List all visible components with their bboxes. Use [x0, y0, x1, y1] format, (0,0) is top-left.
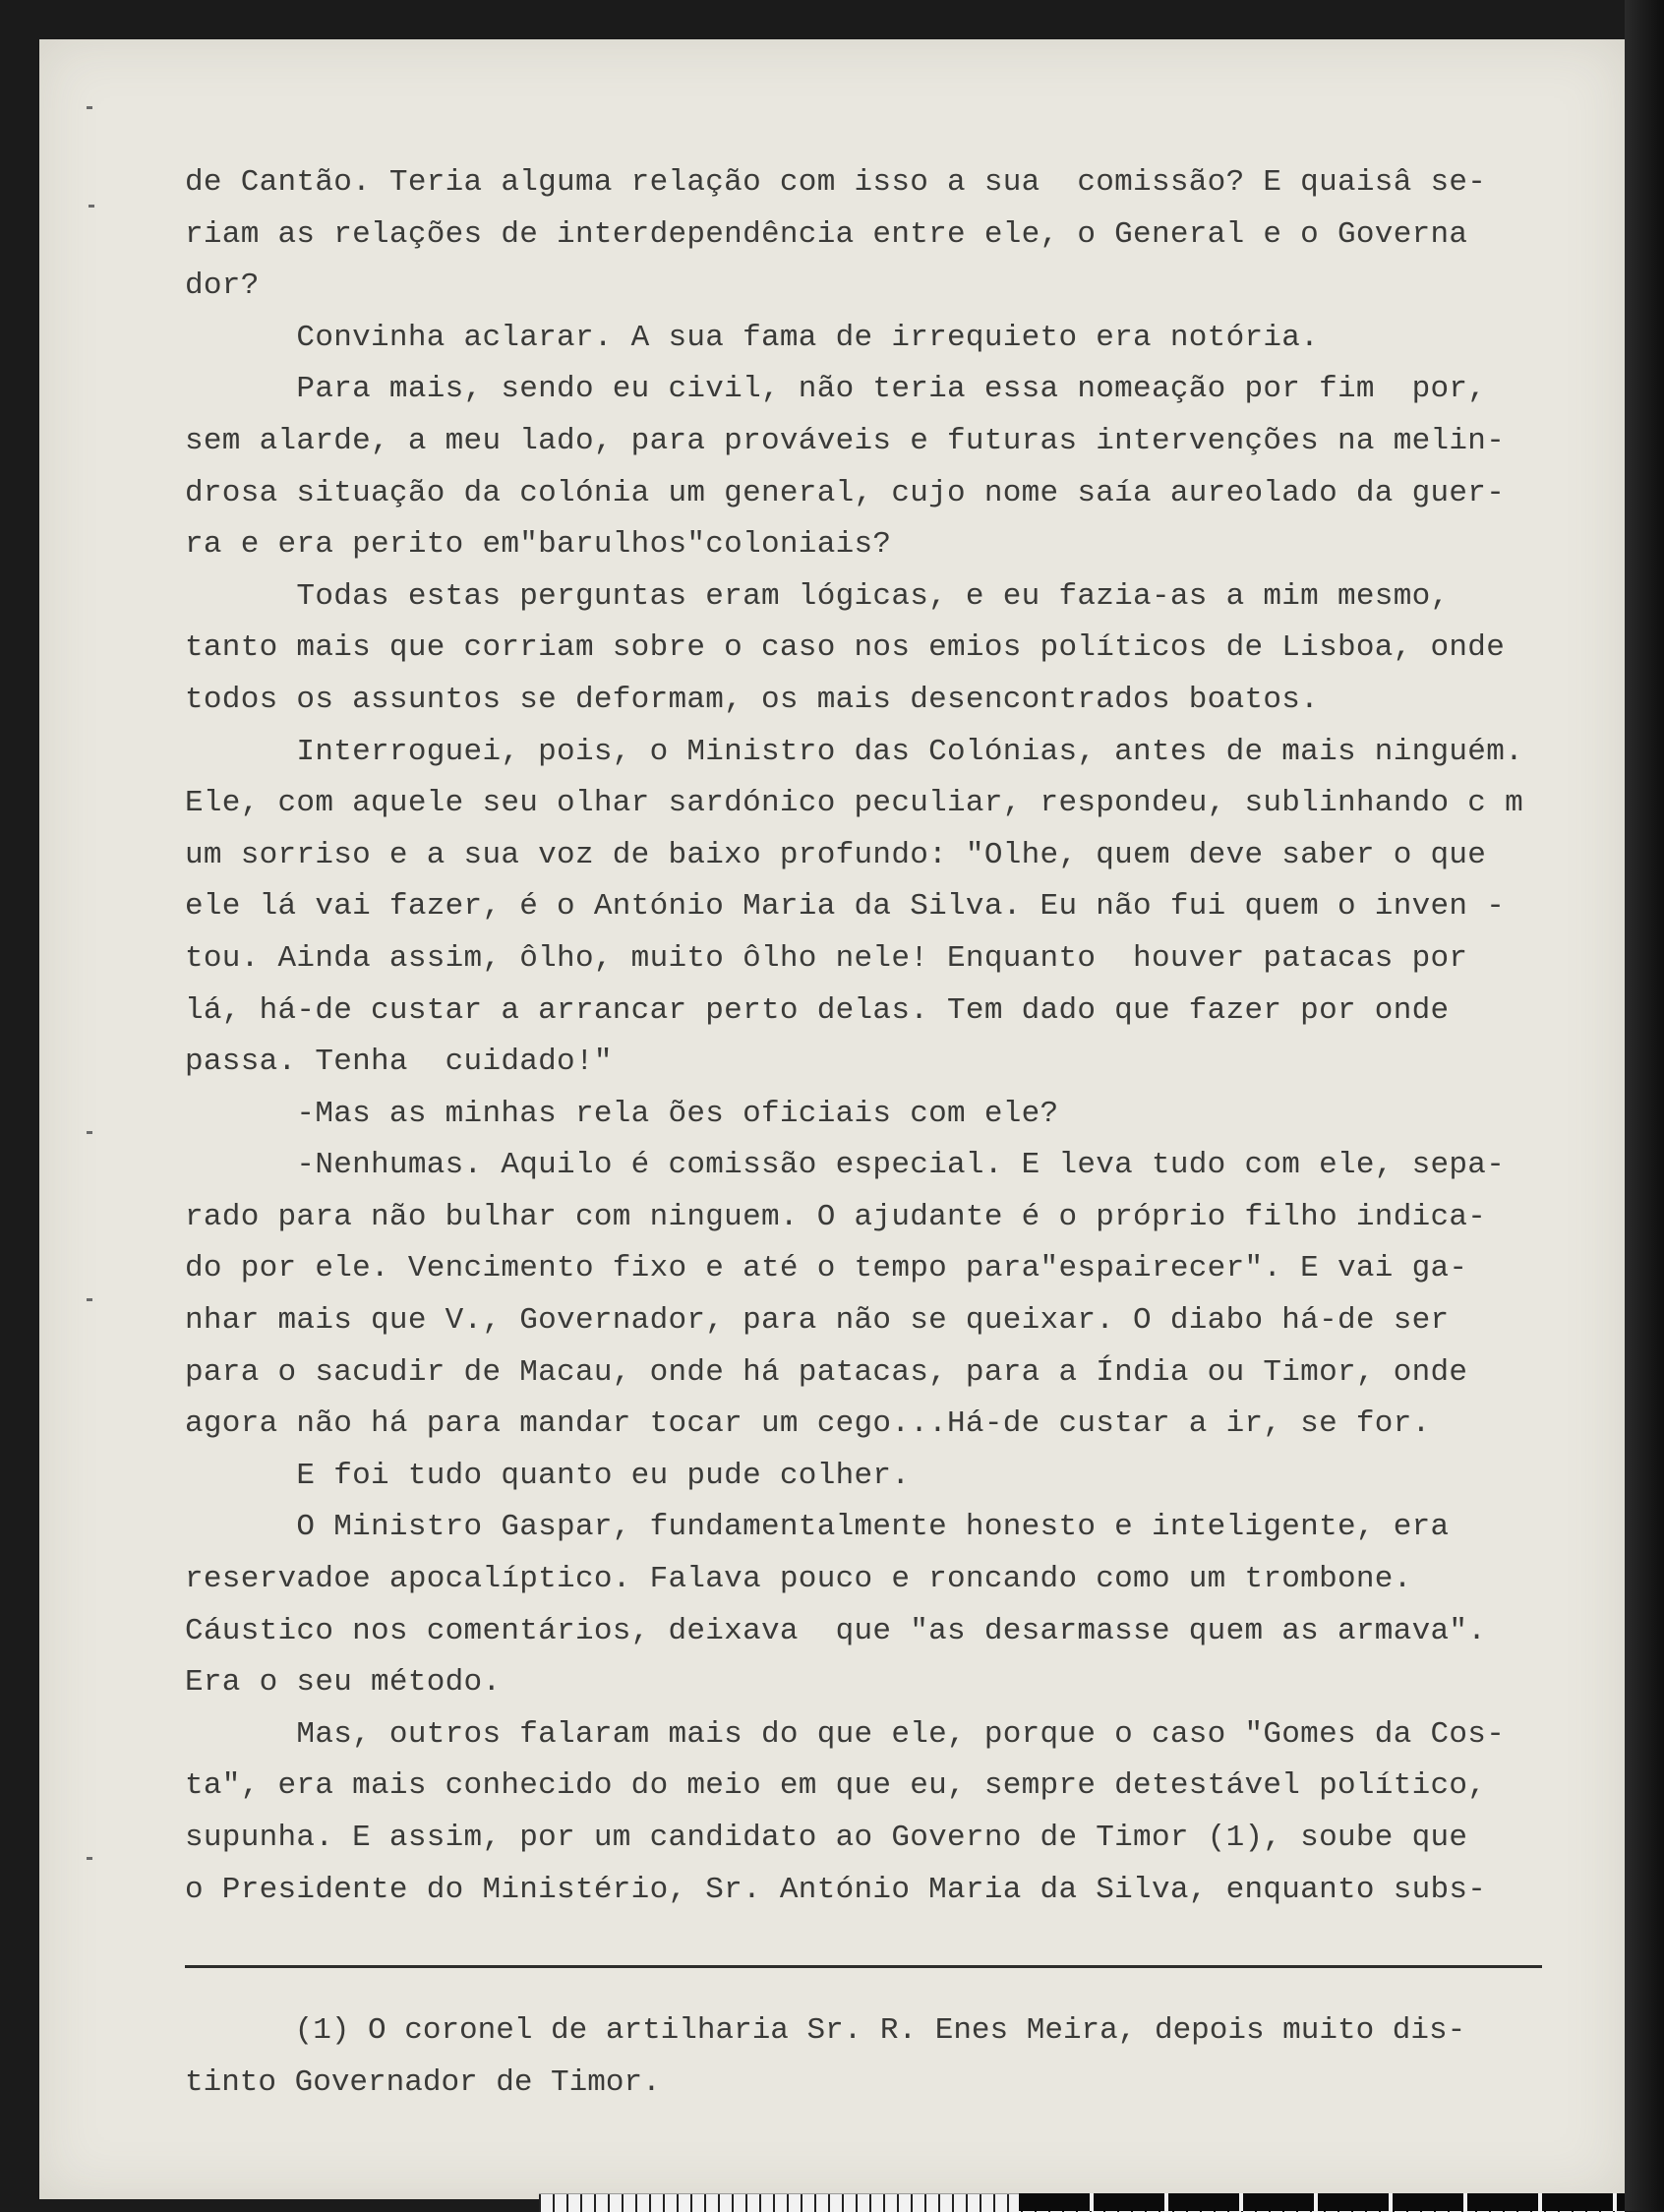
scanner-edge: [1625, 0, 1664, 2211]
text-line: riam as relações de interdependência entre ele, o General e o Governa: [185, 216, 1468, 252]
text-line: Ele, com aquele seu olhar sardónico peculiar, respondeu, sublinhando c m: [185, 786, 1524, 821]
text-line: rado para não bulhar com ninguem. O ajudante é o próprio filho indica-: [185, 1199, 1487, 1234]
text-line: Era o seu método.: [185, 1665, 502, 1701]
footnote: [185, 2006, 1552, 2110]
text-line: Cáustico nos comentários, deixava que "as desarmasse quem as armava".: [185, 1613, 1487, 1648]
text-line: supunha. E assim, por um candidato ao Governo de Timor (1), soube que: [185, 1821, 1468, 1855]
text-line: o Presidente do Ministério, Sr. António Maria da Silva, enquanto subs-: [185, 1872, 1487, 1907]
text-line: tou. Ainda assim, ôlho, muito ôlho nele! Enquanto houver patacas por: [185, 940, 1468, 976]
text-line: para o sacudir de Macau, onde há patacas, para a Índia ou Timor, onde: [185, 1354, 1468, 1390]
text-line: ta", era mais conhecido do meio em que eu, sempre detestável político,: [185, 1768, 1487, 1804]
text-line: drosa situação da colónia um general, cujo nome saía aureolado da guer-: [185, 475, 1506, 510]
text-line: agora não há para mandar tocar um cego...Há-de custar a ir, se for.: [185, 1406, 1431, 1442]
text-line: todos os assuntos se deformam, os mais desencontrados boatos.: [185, 682, 1320, 717]
text-line: -Nenhumas. Aquilo é comissão especial. E leva tudo com ele, sepa-: [185, 1148, 1506, 1183]
page-margin-mark: [87, 1131, 92, 1134]
text-line: passa. Tenha cuidado!": [185, 1045, 613, 1080]
body-text: [185, 157, 1552, 1916]
text-line: E foi tudo quanto eu pude colher.: [185, 1458, 911, 1493]
footnote-separator: [185, 1965, 1542, 1968]
page-margin-mark: [87, 1857, 92, 1860]
text-line: Para mais, sendo eu civil, não teria essa nomeação por fim por,: [185, 372, 1487, 407]
text-line: lá, há-de custar a arrancar perto delas. Tem dado que fazer por onde: [185, 992, 1450, 1028]
text-line: Convinha aclarar. A sua fama de irrequieto era notória.: [185, 320, 1320, 355]
text-line: nhar mais que V., Governador, para não se queixar. O diabo há-de ser: [185, 1303, 1450, 1339]
text-line: um sorriso e a sua voz de baixo profundo: "Olhe, quem deve saber o que: [185, 837, 1487, 872]
text-line: sem alarde, a meu lado, para prováveis e futuras intervenções na melin-: [185, 423, 1506, 458]
text-line: O Ministro Gaspar, fundamentalmente honesto e inteligente, era: [185, 1510, 1450, 1545]
text-line: Mas, outros falaram mais do que ele, porque o caso "Gomes da Cos-: [185, 1716, 1506, 1752]
text-line: ele lá vai fazer, é o António Maria da Silva. Eu não fui quem o inven -: [185, 889, 1506, 925]
scale-ruler-dark-segment: [1019, 2193, 1625, 2211]
text-line: dor?: [185, 269, 260, 304]
page-margin-mark: [87, 106, 92, 109]
page-margin-mark: [89, 205, 94, 208]
text-line: do por ele. Vencimento fixo e até o tempo para"espairecer". E vai ga-: [185, 1251, 1468, 1286]
text-line: de Cantão. Teria alguma relação com isso a sua comissão? E quaisâ se-: [185, 165, 1487, 200]
page-margin-mark: [87, 1298, 92, 1301]
text-line: tanto mais que corriam sobre o caso nos emios políticos de Lisboa, onde: [185, 630, 1506, 666]
text-line: reservadoe apocalíptico. Falava pouco e roncando como um trombone.: [185, 1562, 1412, 1597]
text-line: ra e era perito em"barulhos"coloniais?: [185, 527, 892, 563]
footnote-line: tinto Governador de Timor.: [185, 2064, 661, 2100]
text-line: Interroguei, pois, o Ministro das Colónias, antes de mais ninguém.: [185, 734, 1524, 769]
footnote-line: (1) O coronel de artilharia Sr. R. Enes Meira, depois muito dis-: [185, 2013, 1466, 2048]
text-line: -Mas as minhas rela ões oficiais com ele?: [185, 1096, 1059, 1131]
text-line: Todas estas perguntas eram lógicas, e eu fazia-as a mim mesmo,: [185, 578, 1450, 614]
